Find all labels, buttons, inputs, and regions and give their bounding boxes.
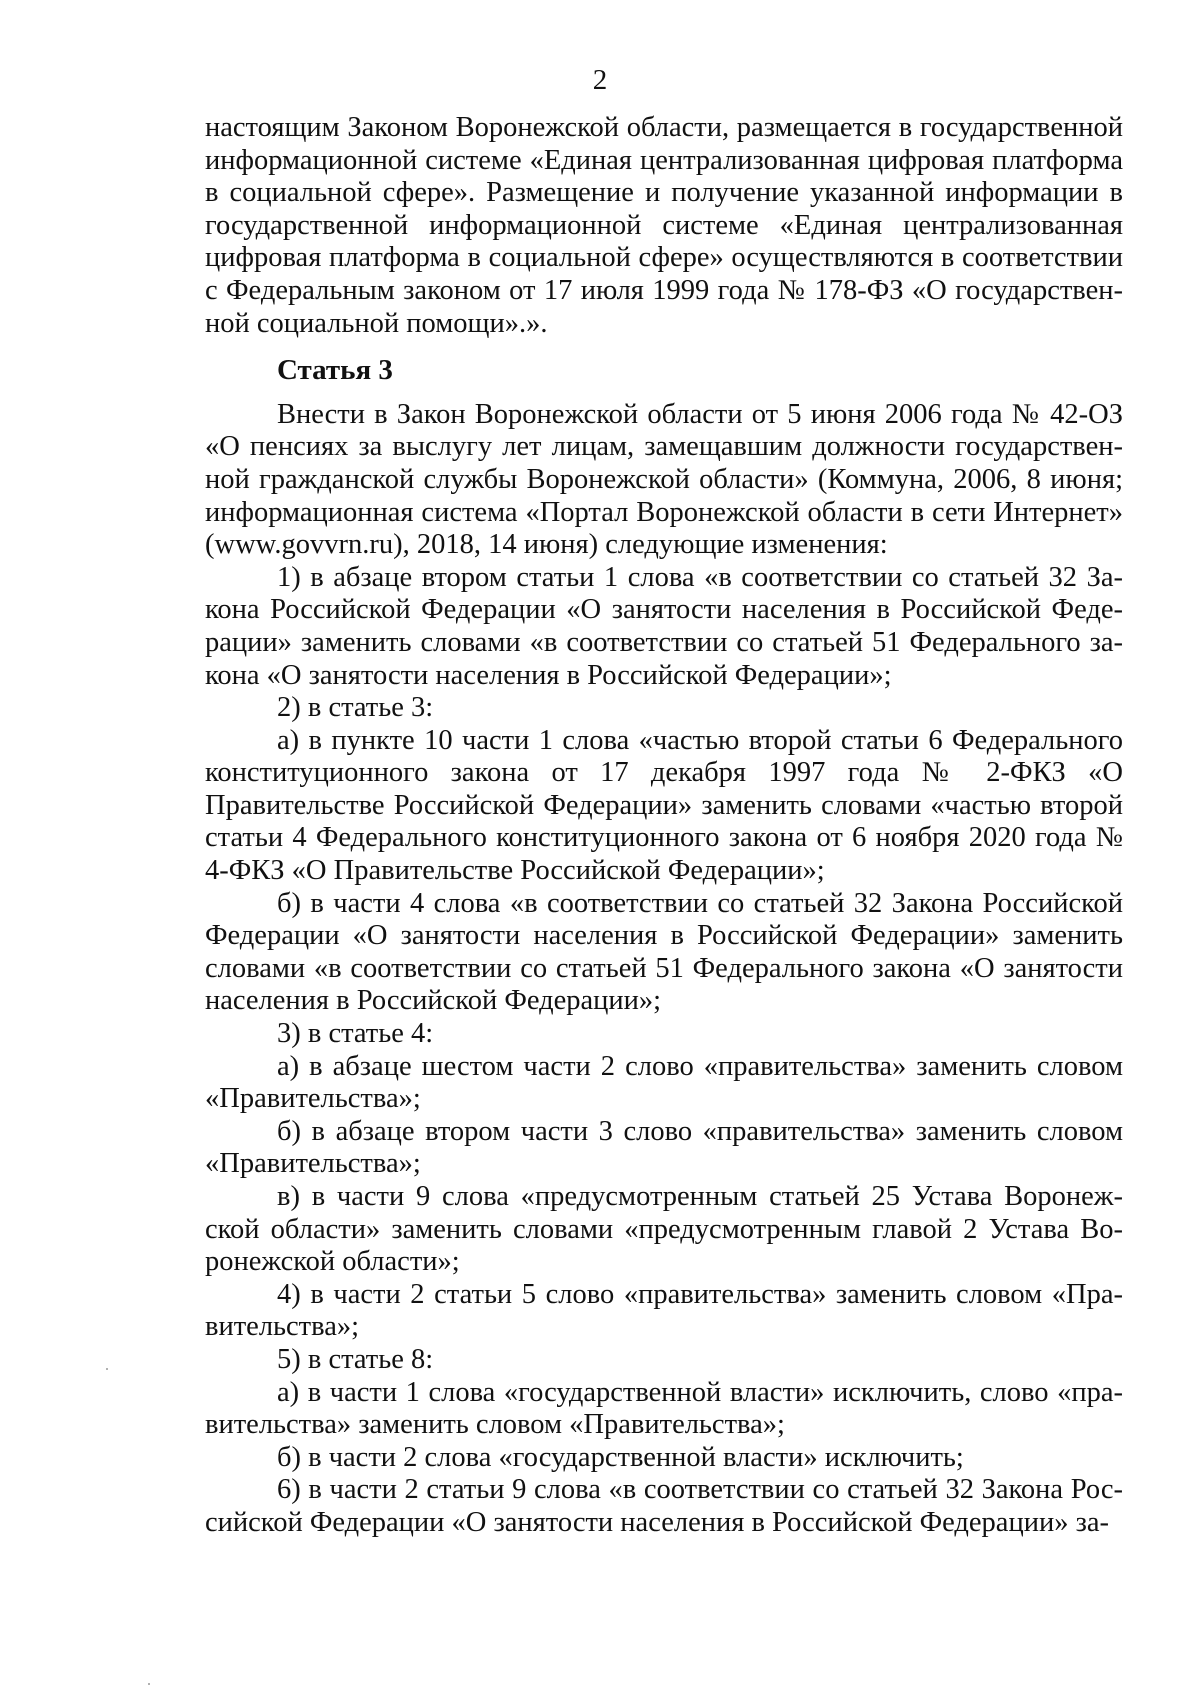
page-number: 2: [592, 64, 608, 96]
amendment-item-2: 2) в статье 3:: [277, 692, 434, 724]
article-intro-paragraph: Внести в Закон Воронежской области от 5 июня 2006 года № 42-ОЗ «О пенсиях за выслугу лет лицам, замещавшим должности государственной гражданской службы Воронежской области» (Коммуна, 2006, 8 июня; информационная система «Портал Воронежской области в сети Интернет» (www.govvrn.ru), 2018, 14 июня) следующие изменения:: [205, 398, 1123, 561]
amendment-item-3a: а) в абзаце шестом части 2 слово «правительства» заменить словом «Правительства»;: [205, 1050, 1123, 1115]
scan-artifact-dot: [148, 1683, 150, 1685]
amendment-item-3c: в) в части 9 слова «предусмотренным статьей 25 Устава Воронежской области» заменить словами «предусмотренным главой 2 Устава Воронежской области»;: [205, 1181, 1123, 1278]
amendment-item-3: 3) в статье 4:: [277, 1018, 434, 1050]
document-body: [205, 112, 1123, 1540]
amendment-item-2b: б) в части 4 слова «в соответствии со статьей 32 Закона Российской Федерации «О занятости населения в Российской Федерации» заменить словами «в соответствии со статьей 51 Федерального закона «О занятости населения в Российской Федерации»;: [205, 887, 1123, 1017]
opening-paragraph: настоящим Законом Воронежской области, размещается в государственной информационной системе «Единая централизованная цифровая платформа в социальной сфере». Размещение и получение указанной информации в государственной информационной системе «Единая централизованная цифровая платформа в социальной сфере» осуществляются в соответствии с Федеральным законом от 17 июля 1999 года № 178-ФЗ «О государственной социальной помощи».».: [205, 112, 1123, 339]
amendment-item-5: 5) в статье 8:: [277, 1343, 434, 1375]
amendment-item-6: 6) в части 2 статьи 9 слова «в соответствии со статьей 32 Закона Российской Федерации «О занятости населения в Российской Федерации» за-: [205, 1474, 1123, 1538]
amendment-item-3b: б) в абзаце втором части 3 слово «правительства» заменить словом «Правительства»;: [205, 1115, 1123, 1180]
article-heading: Статья 3: [277, 354, 393, 387]
amendment-item-1: 1) в абзаце втором статьи 1 слова «в соответствии со статьей 32 Закона Российской Федерации «О занятости населения в Российской Федерации» заменить словами «в соответствии со статьей 51 Федерального закона «О занятости населения в Российской Федерации»;: [205, 561, 1123, 691]
amendment-item-5b: б) в части 2 слова «государственной власти» исключить;: [277, 1441, 964, 1473]
amendment-item-5a: а) в части 1 слова «государственной власти» исключить, слово «правительства» заменить словом «Правительства»;: [205, 1376, 1123, 1441]
scan-artifact-dot: [106, 1368, 108, 1370]
amendment-item-2a: а) в пункте 10 части 1 слова «частью второй статьи 6 Федерального конституционного закона от 17 декабря 1997 года № 2-ФКЗ «О Правительстве Российской Федерации» заменить словами «частью второй статьи 4 Федерального конституционного закона от 6 ноября 2020 года № 4-ФКЗ «О Правительстве Российской Федерации»;: [205, 724, 1123, 887]
amendment-item-4: 4) в части 2 статьи 5 слово «правительства» заменить словом «Правительства»;: [205, 1278, 1123, 1343]
